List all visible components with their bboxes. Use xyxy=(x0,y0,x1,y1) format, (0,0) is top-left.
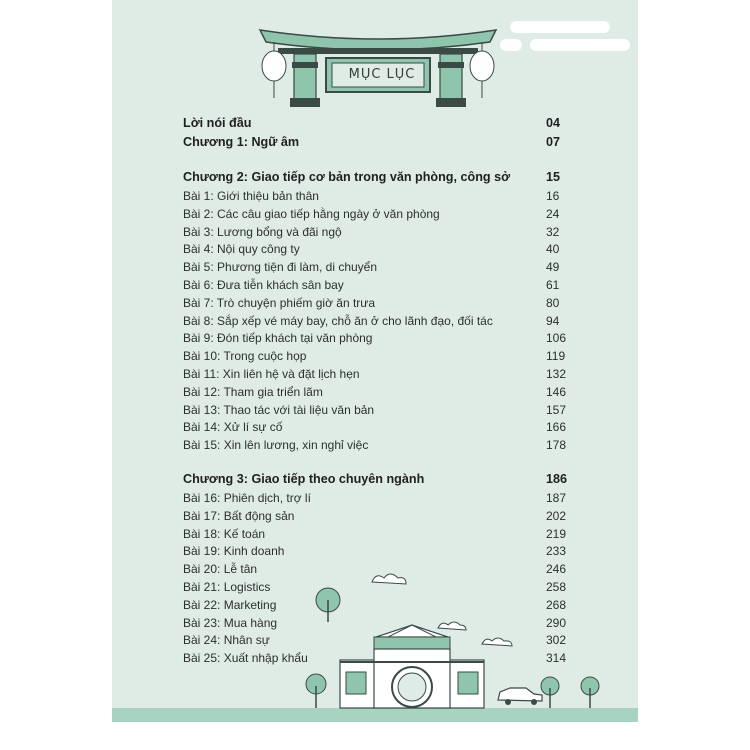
toc-page: 268 xyxy=(546,597,567,612)
toc-label: Chương 3: Giao tiếp theo chuyên ngành xyxy=(183,471,425,486)
toc-label: Bài 17: Bất động sản xyxy=(183,508,295,523)
toc-page: 132 xyxy=(546,366,567,381)
toc-page: 94 xyxy=(546,313,560,328)
toc-page: 106 xyxy=(546,331,567,346)
toc-label: Bài 24: Nhân sự xyxy=(183,633,270,648)
toc-entry-lesson xyxy=(183,509,568,527)
cloud-icon xyxy=(500,15,635,60)
toc-label: Bài 6: Đưa tiễn khách sân bay xyxy=(183,277,344,292)
toc-label: Bài 25: Xuất nhập khẩu xyxy=(183,651,308,666)
tree-icon xyxy=(541,677,599,708)
toc-label: Bài 16: Phiên dịch, trợ lí xyxy=(183,490,311,505)
toc-entry-lesson xyxy=(183,349,568,367)
toc-page: 166 xyxy=(546,420,567,435)
toc-page: 04 xyxy=(546,116,561,130)
toc-page: 314 xyxy=(546,651,567,666)
toc-entry-lesson xyxy=(183,403,568,421)
toc-entry-lesson xyxy=(183,527,568,545)
toc-page: 07 xyxy=(546,135,561,149)
toc-entry-chapter-1 xyxy=(183,135,568,154)
toc-label: Bài 12: Tham gia triển lãm xyxy=(183,384,323,399)
toc-label: Chương 1: Ngữ âm xyxy=(183,135,300,149)
toc-page: 15 xyxy=(546,170,561,184)
ground-strip xyxy=(112,708,638,722)
tree-icon xyxy=(316,588,340,622)
toc-page: 246 xyxy=(546,562,567,577)
toc-page: 32 xyxy=(546,224,560,239)
toc-page: 157 xyxy=(546,402,567,417)
toc-label: Bài 11: Xin liên hệ và đặt lịch hẹn xyxy=(183,366,360,381)
toc-label: Bài 2: Các câu giao tiếp hằng ngày ở văn phòng xyxy=(183,206,440,221)
toc-label: Bài 10: Trong cuộc họp xyxy=(183,349,307,364)
toc-label: Bài 1: Giới thiệu bản thân xyxy=(183,189,319,203)
chapter-2-lessons xyxy=(183,189,568,456)
toc-entry-lesson xyxy=(183,189,568,207)
toc-page: 40 xyxy=(546,242,560,257)
toc-label: Bài 4: Nội quy công ty xyxy=(183,242,300,257)
toc-page: 61 xyxy=(546,277,560,292)
toc-page: 178 xyxy=(546,438,567,453)
car-icon xyxy=(498,688,542,705)
toc-entry-lesson xyxy=(183,278,568,296)
toc-entry-preface xyxy=(183,116,568,135)
toc-label: Lời nói đầu xyxy=(183,116,252,130)
building-icon xyxy=(298,560,618,710)
toc-entry-lesson xyxy=(183,207,568,225)
temple-gate-icon xyxy=(258,18,498,113)
tree-icon xyxy=(306,674,326,708)
toc-label: Bài 13: Thao tác với tài liệu văn bản xyxy=(183,402,375,417)
toc-page: 258 xyxy=(546,579,567,594)
toc-entry-lesson xyxy=(183,314,568,332)
toc-page: 233 xyxy=(546,544,567,559)
toc-entry-lesson xyxy=(183,491,568,509)
page-title: MỤC LỤC xyxy=(348,67,416,82)
toc-page: 186 xyxy=(546,471,568,486)
toc-page: 80 xyxy=(546,295,560,310)
toc-entry-lesson xyxy=(183,260,568,278)
toc-label: Bài 7: Trò chuyện phiếm giờ ăn trưa xyxy=(183,295,375,310)
toc-label: Bài 23: Mua hàng xyxy=(183,615,278,630)
toc-entry-lesson xyxy=(183,242,568,260)
toc-page: 187 xyxy=(546,490,567,505)
toc-label: Bài 18: Kế toán xyxy=(183,526,266,541)
toc-page: 219 xyxy=(546,526,567,541)
toc-entry-lesson xyxy=(183,225,568,243)
toc-label: Chương 2: Giao tiếp cơ bản trong văn phòng, công sở xyxy=(183,170,511,184)
toc-entry-lesson xyxy=(183,331,568,349)
toc-page: 146 xyxy=(546,384,567,399)
toc-label: Bài 9: Đón tiếp khách tại văn phòng xyxy=(183,331,373,346)
toc-page: 119 xyxy=(546,349,566,364)
toc-label: Bài 20: Lễ tân xyxy=(183,562,258,577)
toc-page: 16 xyxy=(546,189,560,203)
toc-label: Bài 15: Xin lên lương, xin nghỉ việc xyxy=(183,438,369,453)
toc-page: 302 xyxy=(546,633,567,648)
toc-entry-lesson xyxy=(183,420,568,438)
toc-entry-chapter-3 xyxy=(183,472,568,491)
toc-label: Bài 8: Sắp xếp vé máy bay, chỗ ăn ở cho lãnh đạo, đối tác xyxy=(183,313,493,328)
toc-page: 290 xyxy=(546,615,567,630)
toc-entry-lesson xyxy=(183,367,568,385)
toc-page: 202 xyxy=(546,508,567,523)
toc-label: Bài 14: Xử lí sự cố xyxy=(183,420,283,435)
toc-entry-chapter-2 xyxy=(183,170,568,189)
toc-entry-lesson xyxy=(183,438,568,456)
toc-label: Bài 22: Marketing xyxy=(183,597,277,612)
toc-label: Bài 21: Logistics xyxy=(183,579,271,594)
toc-label: Bài 19: Kinh doanh xyxy=(183,544,285,559)
toc-page: 24 xyxy=(546,206,560,221)
toc-entry-lesson xyxy=(183,385,568,403)
toc-page: 49 xyxy=(546,260,560,275)
toc-entry-lesson xyxy=(183,296,568,314)
toc-label: Bài 3: Lương bổng và đãi ngộ xyxy=(183,224,342,239)
toc-label: Bài 5: Phương tiện đi làm, di chuyển xyxy=(183,260,378,275)
